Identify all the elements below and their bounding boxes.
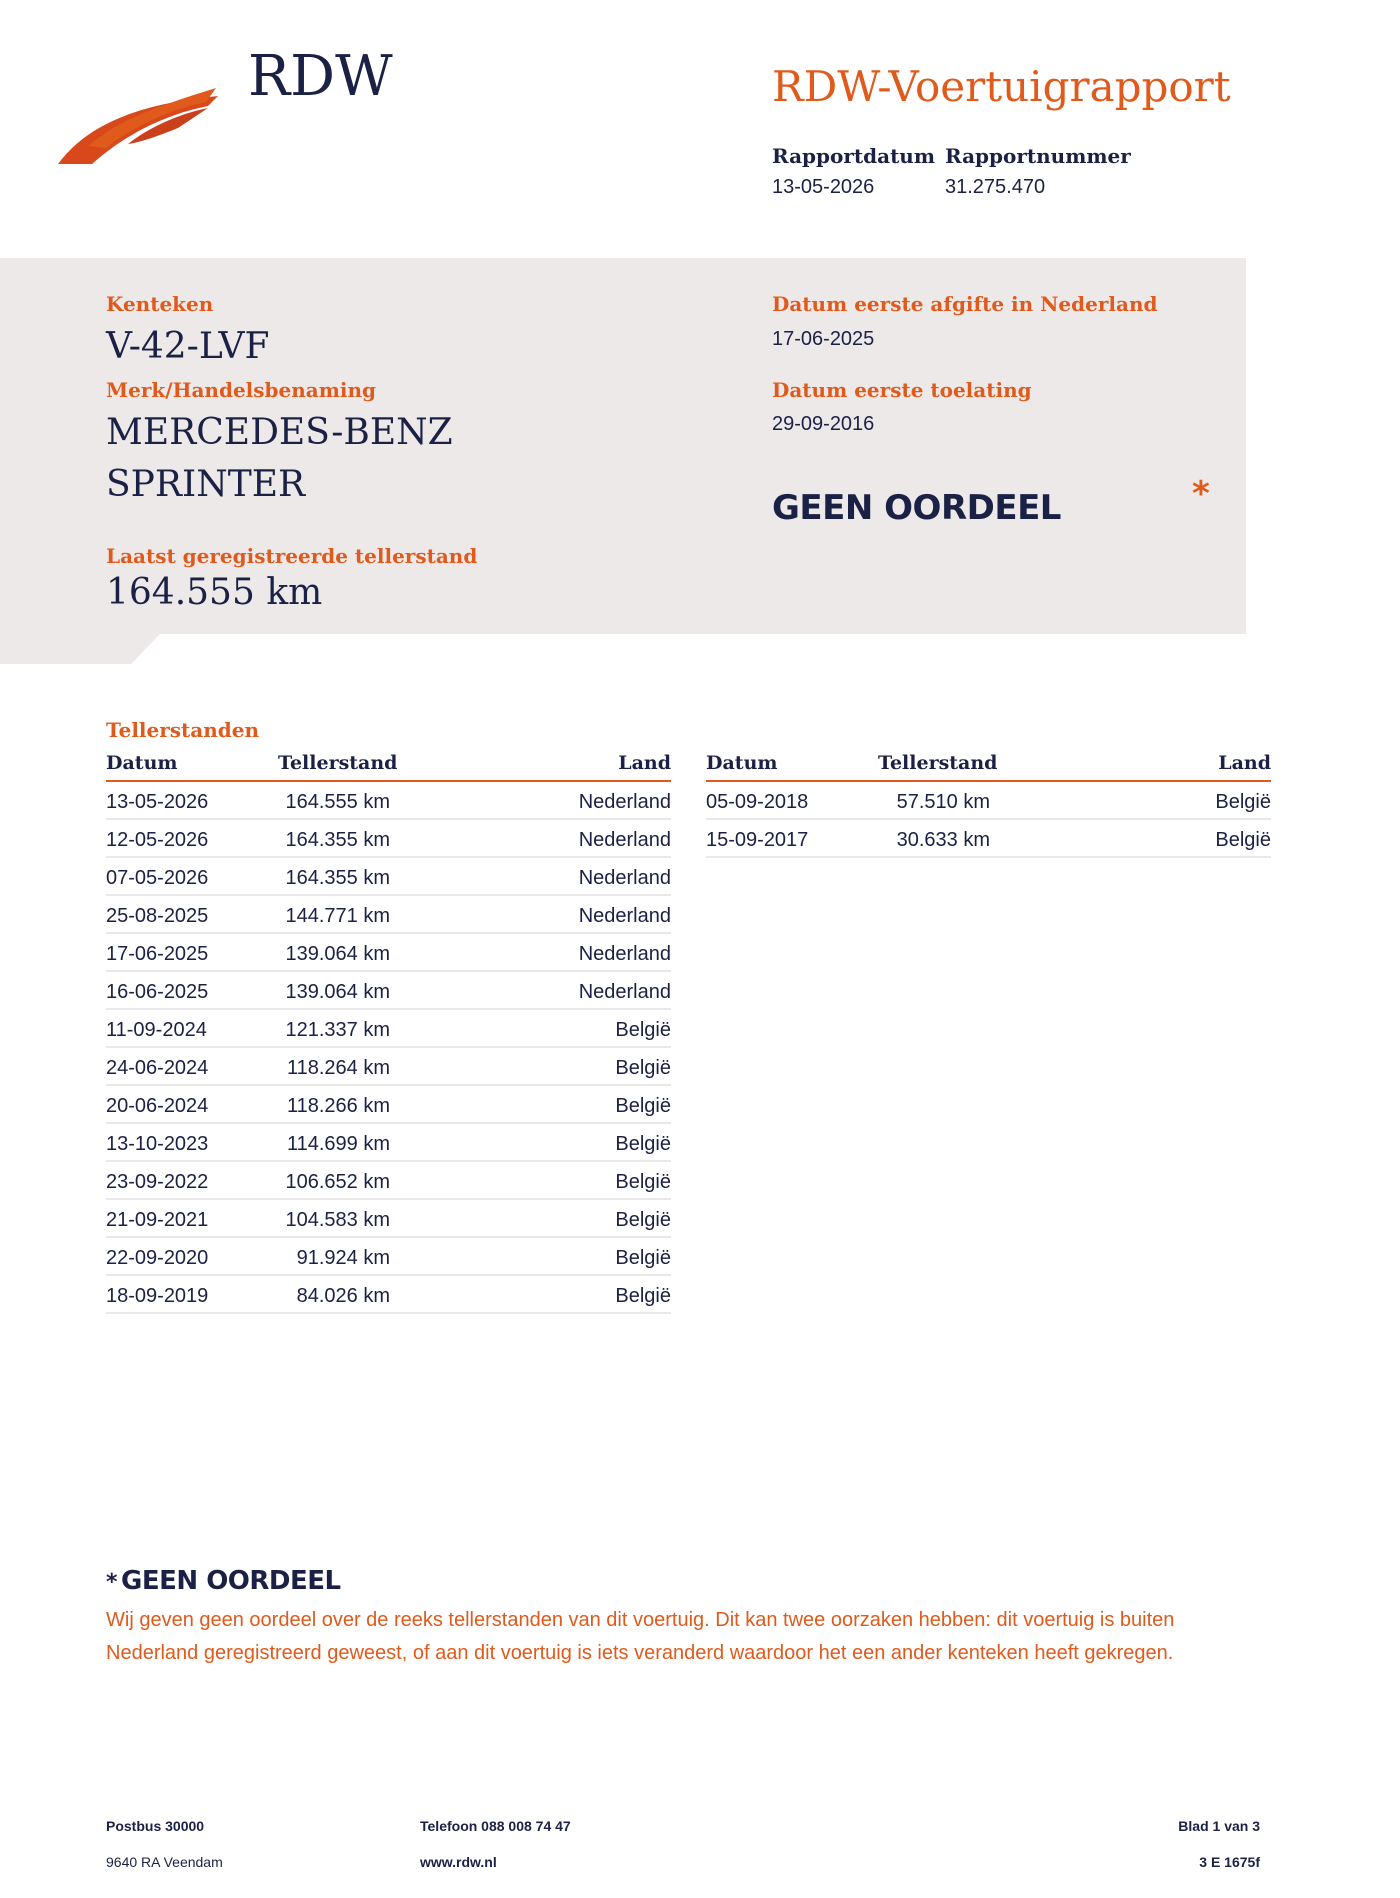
table-row bbox=[106, 896, 671, 934]
table-row bbox=[106, 1086, 671, 1124]
reading-km: 30.633 km bbox=[896, 829, 990, 851]
col-date-header: Datum bbox=[106, 752, 178, 774]
reading-date: 07-05-2026 bbox=[106, 867, 209, 889]
reading-land: België bbox=[1215, 829, 1271, 851]
reading-km: 139.064 km bbox=[285, 943, 390, 965]
col-date-header: Datum bbox=[706, 752, 778, 774]
reading-km: 91.924 km bbox=[296, 1247, 390, 1269]
footer-city: 9640 RA Veendam bbox=[106, 1854, 223, 1870]
reading-land: Nederland bbox=[578, 791, 671, 813]
reading-date: 23-09-2022 bbox=[106, 1171, 209, 1193]
table-row bbox=[106, 782, 671, 820]
reading-date: 17-06-2025 bbox=[106, 943, 209, 965]
reading-land: Nederland bbox=[578, 943, 671, 965]
table-row bbox=[106, 1010, 671, 1048]
reading-km: 118.266 km bbox=[286, 1095, 390, 1117]
report-date-label: Rapportdatum bbox=[772, 144, 936, 168]
panel-tab-decoration bbox=[0, 634, 160, 664]
table-row bbox=[106, 934, 671, 972]
readings-table-left bbox=[106, 748, 671, 1314]
footer-phone: Telefoon 088 008 74 47 bbox=[420, 1818, 571, 1834]
readings-title: Tellerstanden bbox=[106, 718, 260, 742]
reading-date: 15-09-2017 bbox=[706, 829, 809, 851]
brand-value: MERCEDES-BENZ bbox=[106, 412, 453, 453]
report-title: RDW-Voertuigrapport bbox=[772, 62, 1231, 111]
reading-land: België bbox=[615, 1209, 671, 1231]
col-land-header: Land bbox=[1218, 752, 1271, 774]
col-km-header: Tellerstand bbox=[278, 752, 398, 774]
reading-date: 16-06-2025 bbox=[106, 981, 209, 1003]
reading-km: 106.652 km bbox=[285, 1171, 390, 1193]
report-number-label: Rapportnummer bbox=[945, 144, 1131, 168]
reading-land: België bbox=[1215, 791, 1271, 813]
first-admission-value: 29-09-2016 bbox=[772, 413, 875, 435]
footnote-text: Wij geven geen oordeel over de reeks tellerstanden van dit voertuig. Dit kan twee oorzaken hebben: dit voertuig is buiten Nederland geregistreerd geweest, of aan dit voertuig is iets veranderd waardoor het een ander kenteken heeft gekregen. bbox=[106, 1609, 1175, 1664]
table-header bbox=[706, 748, 1271, 782]
reading-km: 114.699 km bbox=[286, 1133, 390, 1155]
reading-km: 84.026 km bbox=[296, 1285, 390, 1307]
reading-km: 139.064 km bbox=[285, 981, 390, 1003]
reading-land: Nederland bbox=[578, 829, 671, 851]
reading-date: 22-09-2020 bbox=[106, 1247, 209, 1269]
model-value: SPRINTER bbox=[106, 464, 306, 505]
reading-land: Nederland bbox=[578, 867, 671, 889]
readings-table-right bbox=[706, 748, 1271, 858]
footer-page: Blad 1 van 3 bbox=[1178, 1818, 1260, 1834]
footnote-asterisk: * bbox=[106, 1570, 118, 1595]
reading-land: België bbox=[615, 1285, 671, 1307]
footer-web: www.rdw.nl bbox=[420, 1854, 497, 1870]
footer-postbus: Postbus 30000 bbox=[106, 1818, 205, 1834]
table-row bbox=[106, 858, 671, 896]
report-number-value: 31.275.470 bbox=[945, 176, 1046, 198]
reading-date: 18-09-2019 bbox=[106, 1285, 209, 1307]
reading-date: 12-05-2026 bbox=[106, 829, 209, 851]
footer-code: 3 E 1675f bbox=[1199, 1854, 1260, 1870]
reading-km: 164.355 km bbox=[285, 829, 390, 851]
rdw-logo-icon bbox=[58, 84, 224, 168]
reading-km: 144.771 km bbox=[285, 905, 390, 927]
col-land-header: Land bbox=[618, 752, 671, 774]
table-row bbox=[706, 820, 1271, 858]
reading-land: Nederland bbox=[578, 905, 671, 927]
reading-land: België bbox=[615, 1057, 671, 1079]
footnote-title-text: GEEN OORDEEL bbox=[121, 1566, 341, 1596]
reading-land: België bbox=[615, 1247, 671, 1269]
reading-land: België bbox=[615, 1095, 671, 1117]
table-row bbox=[106, 1048, 671, 1086]
reading-land: België bbox=[615, 1019, 671, 1041]
table-row bbox=[106, 1124, 671, 1162]
col-km-header: Tellerstand bbox=[878, 752, 998, 774]
reading-date: 05-09-2018 bbox=[706, 791, 809, 813]
reading-km: 164.355 km bbox=[285, 867, 390, 889]
reading-km: 121.337 km bbox=[285, 1019, 390, 1041]
reading-date: 13-10-2023 bbox=[106, 1133, 209, 1155]
table-row bbox=[706, 782, 1271, 820]
rdw-logo-text: RDW bbox=[248, 44, 393, 109]
reading-km: 118.264 km bbox=[286, 1057, 390, 1079]
table-row bbox=[106, 1276, 671, 1314]
reading-km: 164.555 km bbox=[285, 791, 390, 813]
reading-date: 24-06-2024 bbox=[106, 1057, 209, 1079]
reading-land: België bbox=[615, 1133, 671, 1155]
first-admission-label: Datum eerste toelating bbox=[772, 378, 1032, 402]
reading-date: 20-06-2024 bbox=[106, 1095, 209, 1117]
table-header bbox=[106, 748, 671, 782]
reading-date: 13-05-2026 bbox=[106, 791, 209, 813]
verdict-asterisk: * bbox=[1192, 474, 1210, 514]
reading-land: Nederland bbox=[578, 981, 671, 1003]
table-row bbox=[106, 1162, 671, 1200]
brand-label: Merk/Handelsbenaming bbox=[106, 378, 377, 402]
reading-date: 21-09-2021 bbox=[106, 1209, 209, 1231]
plate-value: V-42-LVF bbox=[106, 326, 270, 367]
report-date-value: 13-05-2026 bbox=[772, 176, 875, 198]
reading-date: 11-09-2024 bbox=[106, 1019, 207, 1041]
table-row bbox=[106, 1200, 671, 1238]
odometer-label: Laatst geregistreerde tellerstand bbox=[106, 544, 478, 568]
plate-label: Kenteken bbox=[106, 292, 214, 316]
reading-land: België bbox=[615, 1171, 671, 1193]
reading-km: 104.583 km bbox=[285, 1209, 390, 1231]
odometer-value: 164.555 km bbox=[106, 572, 323, 613]
table-row bbox=[106, 820, 671, 858]
table-row bbox=[106, 1238, 671, 1276]
first-nl-label: Datum eerste afgifte in Nederland bbox=[772, 292, 1158, 316]
reading-date: 25-08-2025 bbox=[106, 905, 209, 927]
reading-km: 57.510 km bbox=[896, 791, 990, 813]
table-row bbox=[106, 972, 671, 1010]
footnote-title bbox=[106, 1566, 341, 1596]
verdict-text: GEEN OORDEEL bbox=[772, 488, 1061, 528]
first-nl-value: 17-06-2025 bbox=[772, 328, 875, 350]
